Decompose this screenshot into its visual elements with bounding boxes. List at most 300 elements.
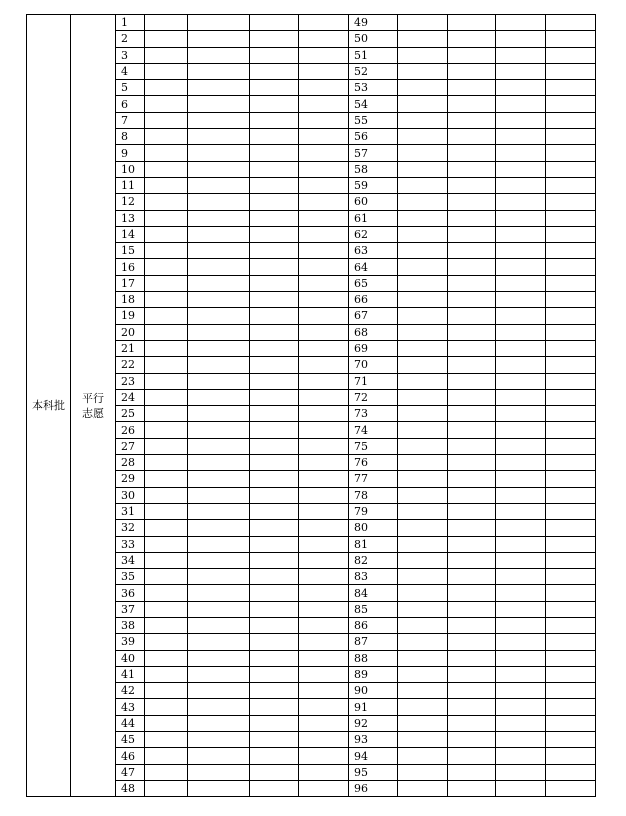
entry-cell[interactable] [398,308,448,324]
entry-cell[interactable] [188,422,250,438]
entry-cell[interactable] [448,292,496,308]
entry-cell[interactable] [250,243,299,259]
entry-cell[interactable] [145,406,188,422]
entry-cell[interactable] [448,15,496,31]
entry-cell[interactable] [188,324,250,340]
entry-cell[interactable] [299,389,349,405]
entry-cell[interactable] [496,15,546,31]
entry-cell[interactable] [250,112,299,128]
entry-cell[interactable] [546,438,596,454]
entry-cell[interactable] [496,666,546,682]
entry-cell[interactable] [448,145,496,161]
entry-cell[interactable] [398,699,448,715]
entry-cell[interactable] [546,340,596,356]
entry-cell[interactable] [188,780,250,796]
entry-cell[interactable] [496,226,546,242]
entry-cell[interactable] [546,145,596,161]
entry-cell[interactable] [546,210,596,226]
entry-cell[interactable] [546,15,596,31]
entry-cell[interactable] [448,455,496,471]
entry-cell[interactable] [496,520,546,536]
entry-cell[interactable] [448,96,496,112]
entry-cell[interactable] [546,699,596,715]
entry-cell[interactable] [448,422,496,438]
entry-cell[interactable] [299,699,349,715]
entry-cell[interactable] [398,666,448,682]
entry-cell[interactable] [398,373,448,389]
entry-cell[interactable] [299,455,349,471]
entry-cell[interactable] [398,324,448,340]
entry-cell[interactable] [250,275,299,291]
entry-cell[interactable] [448,63,496,79]
entry-cell[interactable] [299,210,349,226]
entry-cell[interactable] [448,340,496,356]
entry-cell[interactable] [250,666,299,682]
entry-cell[interactable] [145,129,188,145]
entry-cell[interactable] [398,177,448,193]
entry-cell[interactable] [448,357,496,373]
entry-cell[interactable] [145,145,188,161]
entry-cell[interactable] [250,764,299,780]
entry-cell[interactable] [448,275,496,291]
entry-cell[interactable] [299,732,349,748]
entry-cell[interactable] [188,536,250,552]
entry-cell[interactable] [546,259,596,275]
entry-cell[interactable] [398,764,448,780]
entry-cell[interactable] [299,422,349,438]
entry-cell[interactable] [188,112,250,128]
entry-cell[interactable] [398,520,448,536]
entry-cell[interactable] [250,601,299,617]
entry-cell[interactable] [250,357,299,373]
entry-cell[interactable] [145,292,188,308]
entry-cell[interactable] [250,422,299,438]
entry-cell[interactable] [398,389,448,405]
entry-cell[interactable] [546,764,596,780]
entry-cell[interactable] [188,389,250,405]
entry-cell[interactable] [398,226,448,242]
entry-cell[interactable] [546,177,596,193]
entry-cell[interactable] [448,112,496,128]
entry-cell[interactable] [188,471,250,487]
entry-cell[interactable] [250,96,299,112]
entry-cell[interactable] [398,129,448,145]
entry-cell[interactable] [188,373,250,389]
entry-cell[interactable] [188,340,250,356]
entry-cell[interactable] [299,31,349,47]
entry-cell[interactable] [250,569,299,585]
entry-cell[interactable] [188,552,250,568]
entry-cell[interactable] [145,617,188,633]
entry-cell[interactable] [188,31,250,47]
entry-cell[interactable] [546,308,596,324]
entry-cell[interactable] [299,715,349,731]
entry-cell[interactable] [188,487,250,503]
entry-cell[interactable] [398,552,448,568]
entry-cell[interactable] [188,764,250,780]
entry-cell[interactable] [398,471,448,487]
entry-cell[interactable] [398,31,448,47]
entry-cell[interactable] [145,471,188,487]
entry-cell[interactable] [299,634,349,650]
entry-cell[interactable] [145,15,188,31]
entry-cell[interactable] [448,31,496,47]
entry-cell[interactable] [398,243,448,259]
entry-cell[interactable] [398,438,448,454]
entry-cell[interactable] [398,406,448,422]
entry-cell[interactable] [546,406,596,422]
entry-cell[interactable] [145,275,188,291]
entry-cell[interactable] [448,471,496,487]
entry-cell[interactable] [188,683,250,699]
entry-cell[interactable] [496,471,546,487]
entry-cell[interactable] [546,80,596,96]
entry-cell[interactable] [398,96,448,112]
entry-cell[interactable] [145,226,188,242]
entry-cell[interactable] [188,292,250,308]
entry-cell[interactable] [448,47,496,63]
entry-cell[interactable] [299,340,349,356]
entry-cell[interactable] [448,243,496,259]
entry-cell[interactable] [398,455,448,471]
entry-cell[interactable] [448,666,496,682]
entry-cell[interactable] [188,520,250,536]
entry-cell[interactable] [250,732,299,748]
entry-cell[interactable] [448,259,496,275]
entry-cell[interactable] [145,666,188,682]
entry-cell[interactable] [188,80,250,96]
entry-cell[interactable] [145,715,188,731]
entry-cell[interactable] [250,292,299,308]
entry-cell[interactable] [299,324,349,340]
entry-cell[interactable] [299,406,349,422]
entry-cell[interactable] [250,683,299,699]
entry-cell[interactable] [448,536,496,552]
entry-cell[interactable] [299,683,349,699]
entry-cell[interactable] [188,569,250,585]
entry-cell[interactable] [145,683,188,699]
entry-cell[interactable] [145,585,188,601]
entry-cell[interactable] [145,650,188,666]
entry-cell[interactable] [188,585,250,601]
entry-cell[interactable] [546,715,596,731]
entry-cell[interactable] [398,634,448,650]
entry-cell[interactable] [398,47,448,63]
entry-cell[interactable] [188,406,250,422]
entry-cell[interactable] [496,764,546,780]
entry-cell[interactable] [496,634,546,650]
entry-cell[interactable] [188,145,250,161]
entry-cell[interactable] [546,487,596,503]
entry-cell[interactable] [299,666,349,682]
entry-cell[interactable] [496,292,546,308]
entry-cell[interactable] [448,683,496,699]
entry-cell[interactable] [496,780,546,796]
entry-cell[interactable] [496,438,546,454]
entry-cell[interactable] [145,177,188,193]
entry-cell[interactable] [546,422,596,438]
entry-cell[interactable] [299,129,349,145]
entry-cell[interactable] [448,601,496,617]
entry-cell[interactable] [448,699,496,715]
entry-cell[interactable] [250,31,299,47]
entry-cell[interactable] [299,15,349,31]
entry-cell[interactable] [496,243,546,259]
entry-cell[interactable] [250,324,299,340]
entry-cell[interactable] [448,503,496,519]
entry-cell[interactable] [299,552,349,568]
entry-cell[interactable] [546,357,596,373]
entry-cell[interactable] [145,438,188,454]
entry-cell[interactable] [496,275,546,291]
entry-cell[interactable] [250,226,299,242]
entry-cell[interactable] [299,47,349,63]
entry-cell[interactable] [448,634,496,650]
entry-cell[interactable] [250,715,299,731]
entry-cell[interactable] [145,47,188,63]
entry-cell[interactable] [188,96,250,112]
entry-cell[interactable] [299,601,349,617]
entry-cell[interactable] [546,129,596,145]
entry-cell[interactable] [299,161,349,177]
entry-cell[interactable] [145,520,188,536]
entry-cell[interactable] [398,487,448,503]
entry-cell[interactable] [250,308,299,324]
entry-cell[interactable] [398,715,448,731]
entry-cell[interactable] [546,226,596,242]
entry-cell[interactable] [250,47,299,63]
entry-cell[interactable] [145,634,188,650]
entry-cell[interactable] [448,210,496,226]
entry-cell[interactable] [496,715,546,731]
entry-cell[interactable] [546,112,596,128]
entry-cell[interactable] [188,438,250,454]
entry-cell[interactable] [145,764,188,780]
entry-cell[interactable] [496,422,546,438]
entry-cell[interactable] [448,226,496,242]
entry-cell[interactable] [188,601,250,617]
entry-cell[interactable] [250,748,299,764]
entry-cell[interactable] [546,585,596,601]
entry-cell[interactable] [398,503,448,519]
entry-cell[interactable] [188,732,250,748]
entry-cell[interactable] [188,748,250,764]
entry-cell[interactable] [398,259,448,275]
entry-cell[interactable] [496,31,546,47]
entry-cell[interactable] [188,194,250,210]
entry-cell[interactable] [188,226,250,242]
entry-cell[interactable] [398,194,448,210]
entry-cell[interactable] [250,145,299,161]
entry-cell[interactable] [398,617,448,633]
entry-cell[interactable] [398,683,448,699]
entry-cell[interactable] [250,259,299,275]
entry-cell[interactable] [496,748,546,764]
entry-cell[interactable] [299,259,349,275]
entry-cell[interactable] [299,226,349,242]
entry-cell[interactable] [299,503,349,519]
entry-cell[interactable] [145,601,188,617]
entry-cell[interactable] [546,373,596,389]
entry-cell[interactable] [496,699,546,715]
entry-cell[interactable] [496,161,546,177]
entry-cell[interactable] [546,63,596,79]
entry-cell[interactable] [496,389,546,405]
entry-cell[interactable] [398,161,448,177]
entry-cell[interactable] [448,585,496,601]
entry-cell[interactable] [448,308,496,324]
entry-cell[interactable] [145,161,188,177]
entry-cell[interactable] [250,699,299,715]
entry-cell[interactable] [299,292,349,308]
entry-cell[interactable] [398,780,448,796]
entry-cell[interactable] [299,96,349,112]
entry-cell[interactable] [188,699,250,715]
entry-cell[interactable] [546,552,596,568]
entry-cell[interactable] [250,520,299,536]
entry-cell[interactable] [188,210,250,226]
entry-cell[interactable] [299,536,349,552]
entry-cell[interactable] [145,80,188,96]
entry-cell[interactable] [496,324,546,340]
entry-cell[interactable] [546,748,596,764]
entry-cell[interactable] [145,210,188,226]
entry-cell[interactable] [188,63,250,79]
entry-cell[interactable] [145,536,188,552]
entry-cell[interactable] [188,47,250,63]
entry-cell[interactable] [546,617,596,633]
entry-cell[interactable] [546,243,596,259]
entry-cell[interactable] [448,780,496,796]
entry-cell[interactable] [188,617,250,633]
entry-cell[interactable] [496,80,546,96]
entry-cell[interactable] [299,373,349,389]
entry-cell[interactable] [145,487,188,503]
entry-cell[interactable] [496,650,546,666]
entry-cell[interactable] [398,210,448,226]
entry-cell[interactable] [145,748,188,764]
entry-cell[interactable] [299,438,349,454]
entry-cell[interactable] [145,243,188,259]
entry-cell[interactable] [448,715,496,731]
entry-cell[interactable] [398,732,448,748]
entry-cell[interactable] [448,177,496,193]
entry-cell[interactable] [496,585,546,601]
entry-cell[interactable] [299,275,349,291]
entry-cell[interactable] [145,96,188,112]
entry-cell[interactable] [250,129,299,145]
entry-cell[interactable] [250,585,299,601]
entry-cell[interactable] [398,275,448,291]
entry-cell[interactable] [188,129,250,145]
entry-cell[interactable] [398,650,448,666]
entry-cell[interactable] [546,455,596,471]
entry-cell[interactable] [546,520,596,536]
entry-cell[interactable] [496,308,546,324]
entry-cell[interactable] [250,15,299,31]
entry-cell[interactable] [145,324,188,340]
entry-cell[interactable] [496,129,546,145]
entry-cell[interactable] [448,80,496,96]
entry-cell[interactable] [299,243,349,259]
entry-cell[interactable] [496,406,546,422]
entry-cell[interactable] [448,487,496,503]
entry-cell[interactable] [250,552,299,568]
entry-cell[interactable] [250,373,299,389]
entry-cell[interactable] [250,536,299,552]
entry-cell[interactable] [546,732,596,748]
entry-cell[interactable] [448,764,496,780]
entry-cell[interactable] [496,683,546,699]
entry-cell[interactable] [299,585,349,601]
entry-cell[interactable] [145,389,188,405]
entry-cell[interactable] [546,569,596,585]
entry-cell[interactable] [546,634,596,650]
entry-cell[interactable] [546,31,596,47]
entry-cell[interactable] [250,634,299,650]
entry-cell[interactable] [188,634,250,650]
entry-cell[interactable] [145,569,188,585]
entry-cell[interactable] [145,455,188,471]
entry-cell[interactable] [299,357,349,373]
entry-cell[interactable] [145,780,188,796]
entry-cell[interactable] [299,569,349,585]
entry-cell[interactable] [188,503,250,519]
entry-cell[interactable] [496,617,546,633]
entry-cell[interactable] [398,422,448,438]
entry-cell[interactable] [299,617,349,633]
entry-cell[interactable] [299,194,349,210]
entry-cell[interactable] [496,503,546,519]
entry-cell[interactable] [496,259,546,275]
entry-cell[interactable] [250,389,299,405]
entry-cell[interactable] [398,340,448,356]
entry-cell[interactable] [299,63,349,79]
entry-cell[interactable] [250,194,299,210]
entry-cell[interactable] [398,15,448,31]
entry-cell[interactable] [250,63,299,79]
entry-cell[interactable] [398,63,448,79]
entry-cell[interactable] [496,601,546,617]
entry-cell[interactable] [546,536,596,552]
entry-cell[interactable] [188,666,250,682]
entry-cell[interactable] [398,357,448,373]
entry-cell[interactable] [496,455,546,471]
entry-cell[interactable] [299,650,349,666]
entry-cell[interactable] [448,520,496,536]
entry-cell[interactable] [546,275,596,291]
entry-cell[interactable] [299,748,349,764]
entry-cell[interactable] [250,780,299,796]
entry-cell[interactable] [448,373,496,389]
entry-cell[interactable] [299,308,349,324]
entry-cell[interactable] [188,243,250,259]
entry-cell[interactable] [448,569,496,585]
entry-cell[interactable] [145,112,188,128]
entry-cell[interactable] [145,699,188,715]
entry-cell[interactable] [188,308,250,324]
entry-cell[interactable] [145,357,188,373]
entry-cell[interactable] [546,96,596,112]
entry-cell[interactable] [145,552,188,568]
entry-cell[interactable] [250,161,299,177]
entry-cell[interactable] [496,536,546,552]
entry-cell[interactable] [250,471,299,487]
entry-cell[interactable] [546,47,596,63]
entry-cell[interactable] [188,650,250,666]
entry-cell[interactable] [145,308,188,324]
entry-cell[interactable] [188,259,250,275]
